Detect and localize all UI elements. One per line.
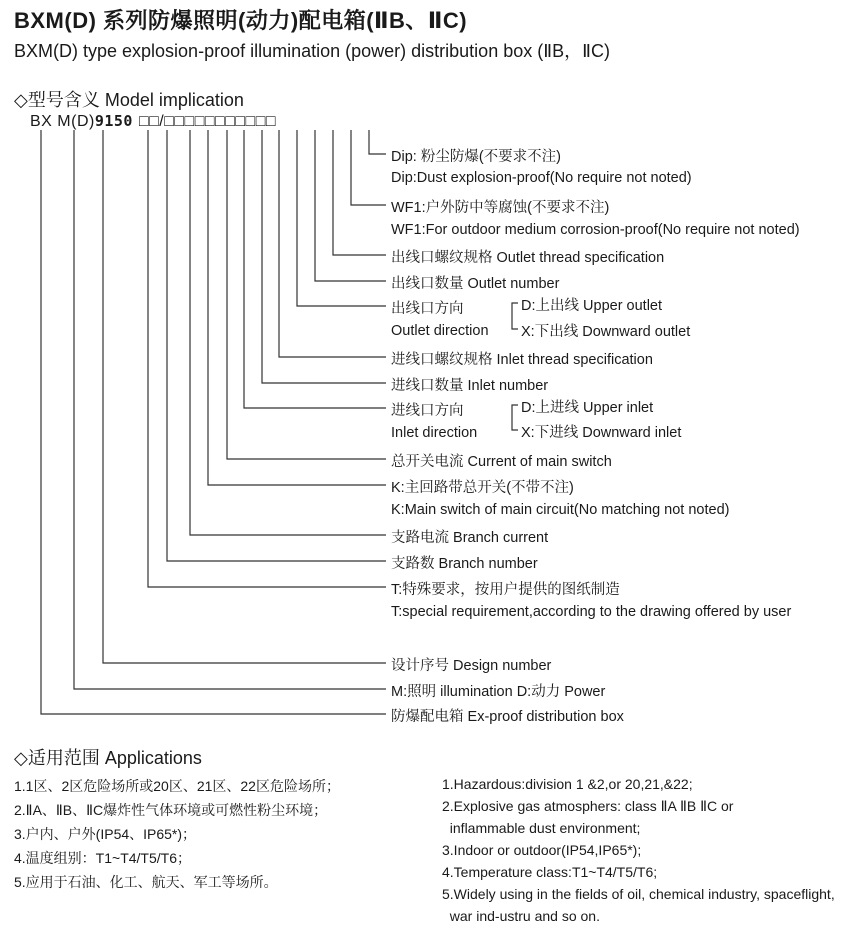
label-main-switch-current: 总开关电流 Current of main switch bbox=[391, 454, 612, 470]
application-en-item: 2.Explosive gas atmosphers: class ⅡA ⅡB ⅡC or bbox=[442, 798, 734, 814]
label-design-number: 设计序号 Design number bbox=[391, 658, 552, 674]
title-english: BXM(D) type explosion-proof illumination (power) distribution box (ⅡB，ⅡC) bbox=[14, 41, 610, 61]
label-inlet-number: 进线口数量 Inlet number bbox=[391, 378, 549, 394]
label-illumination-power: M:照明 illumination D:动力 Power bbox=[391, 684, 606, 700]
title-chinese: BXM(D) 系列防爆照明(动力)配电箱(ⅡB、ⅡC) bbox=[14, 8, 468, 33]
label-downward-inlet: X:下进线 Downward inlet bbox=[521, 425, 682, 441]
label-outlet-direction-en: Outlet direction bbox=[391, 323, 489, 339]
application-cn-item: 5.应用于石油、化工、航天、军工等场所。 bbox=[14, 874, 278, 890]
application-cn-item: 1.1区、2区危险场所或20区、21区、22区危险场所； bbox=[14, 778, 340, 794]
label-special-cn: T:特殊要求，按用户提供的图纸制造 bbox=[391, 582, 620, 598]
label-outlet-thread: 出线口螺纹规格 Outlet thread specification bbox=[391, 250, 665, 266]
label-dip-en: Dip:Dust explosion-proof(No require not noted) bbox=[391, 170, 692, 186]
label-outlet-direction-cn: 出线口方向 bbox=[391, 301, 464, 317]
application-cn-item: 3.户内、户外(IP54、IP65*)； bbox=[14, 826, 197, 842]
model-code-number: 9150 bbox=[94, 112, 133, 130]
label-branch-number: 支路数 Branch number bbox=[391, 556, 538, 572]
label-upper-outlet: D:上出线 Upper outlet bbox=[521, 298, 663, 314]
application-cn-item: 4.温度组别：T1~T4/T5/T6； bbox=[14, 850, 191, 866]
label-inlet-direction-en: Inlet direction bbox=[391, 425, 478, 441]
label-main-switch-en: K:Main switch of main circuit(No matching not noted) bbox=[391, 502, 730, 518]
label-downward-outlet: X:下出线 Downward outlet bbox=[521, 324, 691, 340]
label-outlet-number: 出线口数量 Outlet number bbox=[391, 276, 560, 292]
label-upper-inlet: D:上进线 Upper inlet bbox=[521, 400, 654, 416]
model-code-boxes: □□/□□□□□□□□□□□ bbox=[138, 113, 277, 130]
label-main-switch-cn: K:主回路带总开关(不带不注) bbox=[391, 480, 574, 496]
label-dip-cn: Dip: 粉尘防爆(不要求不注) bbox=[391, 149, 561, 165]
label-inlet-direction-cn: 进线口方向 bbox=[391, 403, 464, 419]
label-branch-current: 支路电流 Branch current bbox=[391, 530, 549, 546]
label-inlet-thread: 进线口螺纹规格 Inlet thread specification bbox=[391, 352, 653, 368]
application-en-item: 5.Widely using in the fields of oil, chemical industry, spaceflight, bbox=[442, 886, 835, 902]
application-cn-item: 2.ⅡA、ⅡB、ⅡC爆炸性气体环境或可燃性粉尘环境； bbox=[14, 802, 328, 818]
application-en-item: 1.Hazardous:division 1 &2,or 20,21,&22; bbox=[442, 776, 693, 792]
application-en-item: 3.Indoor or outdoor(IP54,IP65*); bbox=[442, 842, 642, 858]
application-en-item: inflammable dust environment; bbox=[442, 820, 641, 836]
label-special-en: T:special requirement,according to the drawing offered by user bbox=[391, 604, 792, 620]
application-en-item: 4.Temperature class:T1~T4/T5/T6; bbox=[442, 864, 658, 880]
model-code-prefix: BX M(D) bbox=[30, 113, 95, 130]
application-en-item: war ind-ustru and so on. bbox=[442, 908, 600, 924]
model-section-title: ◇型号含义 Model implication bbox=[14, 90, 244, 110]
label-wf1-en: WF1:For outdoor medium corrosion-proof(No require not noted) bbox=[391, 222, 800, 238]
label-exproof-box: 防爆配电箱 Ex-proof distribution box bbox=[391, 709, 624, 725]
label-wf1-cn: WF1:户外防中等腐蚀(不要求不注) bbox=[391, 200, 610, 216]
applications-section-title: ◇适用范围 Applications bbox=[14, 748, 202, 768]
